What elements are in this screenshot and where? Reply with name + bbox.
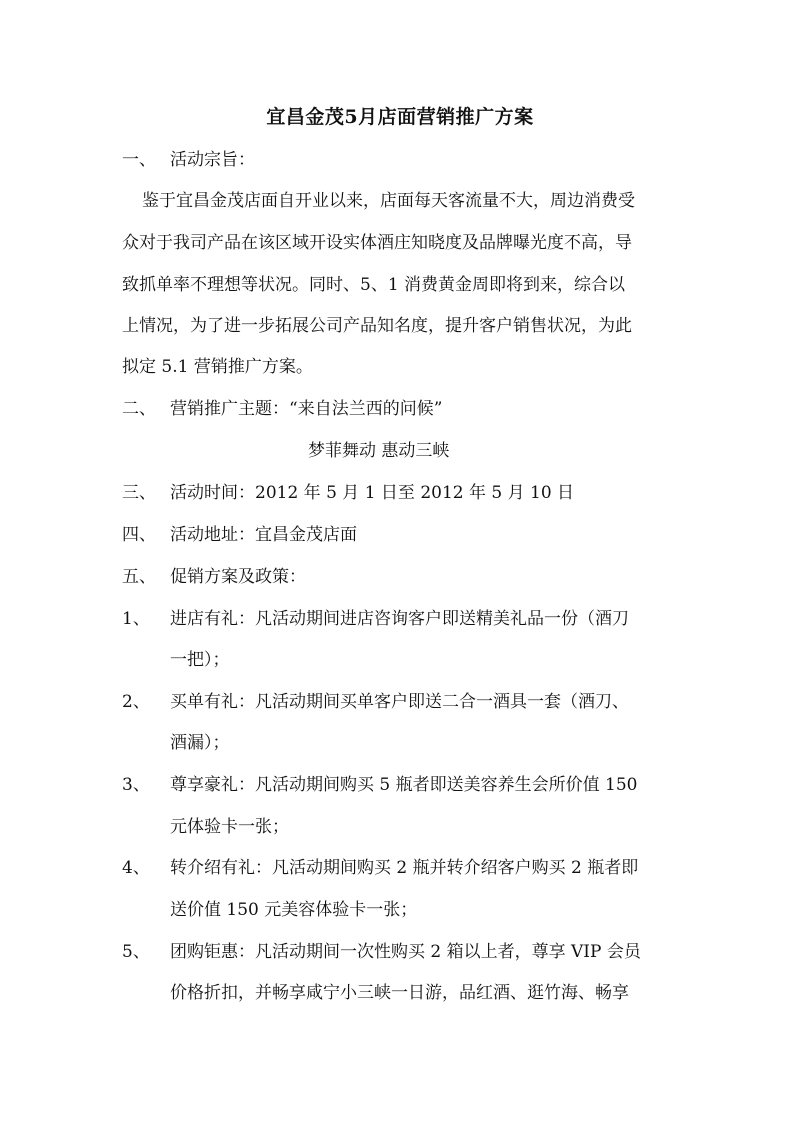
policy-4-number: 4、 (122, 858, 150, 878)
section-2-heading: 营销推广主题：“来自法兰西的问候” (170, 399, 443, 419)
policy-5-number: 5、 (122, 942, 150, 962)
purpose-line-5: 拟定 5.1 营销推广方案。 (122, 357, 313, 377)
policy-3-line-1: 尊享豪礼：凡活动期间购买 5 瓶者即送美容养生会所价值 150 (170, 775, 638, 795)
purpose-line-2: 众对于我司产品在该区域开设实体酒庄知晓度及品牌曝光度不高，导 (122, 233, 632, 253)
section-4-heading: 活动地址：宜昌金茂店面 (170, 525, 357, 545)
section-1-number: 一、 (122, 150, 156, 170)
policy-2-number: 2、 (122, 692, 150, 712)
policy-2-line-1: 买单有礼：凡活动期间买单客户即送二合一酒具一套（酒刀、 (170, 692, 629, 712)
purpose-line-4: 上情况，为了进一步拓展公司产品知名度，提升客户销售状况，为此 (122, 316, 632, 336)
section-3-number: 三、 (122, 483, 156, 503)
section-5-heading: 促销方案及政策： (170, 567, 306, 587)
policy-1-line-2: 一把）； (170, 650, 230, 670)
policy-3-number: 3、 (122, 775, 150, 795)
document-title: 宜昌金茂5月店面营销推广方案 (266, 106, 534, 128)
section-5-number: 五、 (122, 567, 156, 587)
policy-4-line-2: 送价值 150 元美容体验卡一张； (170, 900, 418, 920)
subtheme: 梦菲舞动 惠动三峡 (308, 441, 450, 461)
section-2-number: 二、 (122, 399, 156, 419)
policy-1-number: 1、 (122, 609, 150, 629)
purpose-line-3: 致抓单率不理想等状况。同时、5、1 消费黄金周即将到来，综合以 (122, 275, 626, 295)
purpose-line-1: 鉴于宜昌金茂店面自开业以来，店面每天客流量不大，周边消费受 (142, 191, 635, 211)
section-1-heading: 活动宗旨： (170, 150, 255, 170)
section-4-number: 四、 (122, 525, 156, 545)
policy-1-line-1: 进店有礼：凡活动期间进店咨询客户即送精美礼品一份（酒刀 (170, 609, 629, 629)
section-3-heading: 活动时间：2012 年 5 月 1 日至 2012 年 5 月 10 日 (170, 483, 575, 503)
policy-2-line-2: 酒漏）； (170, 733, 230, 753)
policy-5-line-2: 价格折扣，并畅享咸宁小三峡一日游，品红酒、逛竹海、畅享 (170, 983, 629, 1003)
policy-3-line-2: 元体验卡一张； (170, 817, 289, 837)
policy-4-line-1: 转介绍有礼：凡活动期间购买 2 瓶并转介绍客户购买 2 瓶者即 (170, 858, 639, 878)
policy-5-line-1: 团购钜惠：凡活动期间一次性购买 2 箱以上者，尊享 VIP 会员 (170, 942, 641, 962)
